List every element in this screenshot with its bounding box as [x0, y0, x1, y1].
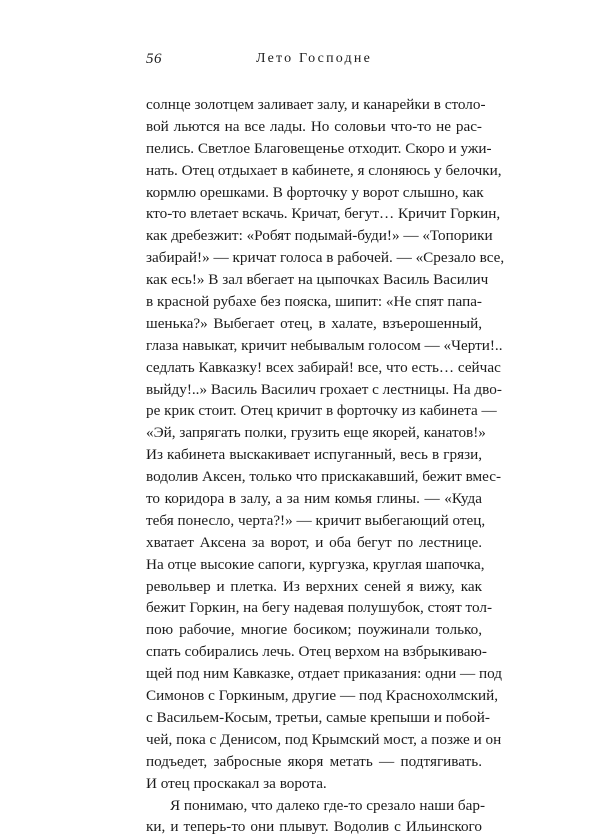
page-body: [146, 94, 505, 838]
text-line: бежит Горкин, на бегу надевая полушубок, стоят тол-: [146, 599, 493, 617]
text-line: забирай!» — кричат голоса в рабочей. — «Срезало все,: [146, 249, 505, 267]
text-line: солнце золотцем заливает залу, и канарейки в столо-: [146, 96, 486, 113]
text-line: пелись. Светлое Благовещенье отходит. Скоро и ужи-: [146, 139, 492, 157]
text-line: как есь!» В зал вбегает на цыпочках Василь Василич: [146, 271, 489, 289]
text-line: в красной рубахе без пояска, шипит: «Не спят папа-: [146, 293, 482, 311]
text-line: водолив Аксен, только что прискакавший, бежит вмес-: [146, 468, 502, 486]
text-line: Симонов с Горкиным, другие — под Краснохолмский,: [146, 687, 499, 705]
text-line: седлать Кавказку! всех забирай! все, что есть… сейчас: [146, 358, 501, 376]
page-number: 56: [146, 51, 162, 67]
paragraph-end-line: И отец проскакал за ворота.: [146, 774, 327, 792]
text-line: глаза навыкат, кричит небывалым голосом — «Черти!..: [146, 336, 503, 354]
text-line: «Эй, запрягать полки, грузить еще якорей, канатов!»: [146, 424, 486, 442]
text-line: ки, и теперь-то они плывут. Водолив с Ильинского: [146, 818, 482, 836]
text-line: то коридора в залу, а за ним комья глины. — «Куда: [146, 490, 482, 508]
running-title: Лето Господне: [256, 51, 372, 66]
text-line: кто-то влетает вскачь. Кричат, бегут… Кричит Горкин,: [146, 205, 501, 223]
text-line: нать. Отец отдыхает в кабинете, я слоняюсь у белочки,: [146, 161, 502, 179]
text-line: чей, пока с Денисом, под Крымский мост, а позже и он: [146, 730, 502, 748]
page-header: [146, 51, 482, 73]
text-line: щей под ним Кавказке, отдает приказания: одни — под: [146, 665, 503, 683]
text-line: шенька?» Выбегает отец, в халате, взъерошенный,: [146, 314, 482, 332]
text-line: с Васильем-Косым, третьи, самые крепыши и побой-: [146, 708, 490, 726]
text-line: тебя понесло, черта?!» — кричит выбегающий отец,: [146, 511, 486, 529]
paragraph-start-line: Я понимаю, что далеко где-то срезало наши бар-: [170, 796, 486, 814]
text-line: вой льются на все лады. Но соловьи что-то не рас-: [146, 117, 482, 135]
text-line: револьвер и плетка. Из верхних сеней я вижу, как: [146, 577, 482, 595]
text-line: кормлю орешками. В форточку у ворот слышно, как: [146, 183, 484, 201]
text-line: На отце высокие сапоги, кургузка, круглая шапочка,: [146, 555, 485, 573]
text-line: спать собирались лечь. Отец верхом на взбрыкиваю-: [146, 643, 487, 661]
text-line: выйду!..» Василь Василич грохает с лестницы. На дво-: [146, 380, 502, 398]
text-line: Из кабинета выскакивает испуганный, весь в грязи,: [146, 446, 482, 464]
text-line: подъедет, забросные якоря метать — подтягивать.: [146, 752, 482, 770]
text-line: как дребезжит: «Робят подымай-буди!» — «Топорики: [146, 227, 493, 245]
text-line: пою рабочие, многие босиком; поужинали только,: [146, 621, 482, 639]
text-line: ре крик стоит. Отец кричит в форточку из кабинета —: [146, 402, 497, 420]
text-line: хватает Аксена за ворот, и оба бегут по лестнице.: [146, 533, 482, 551]
